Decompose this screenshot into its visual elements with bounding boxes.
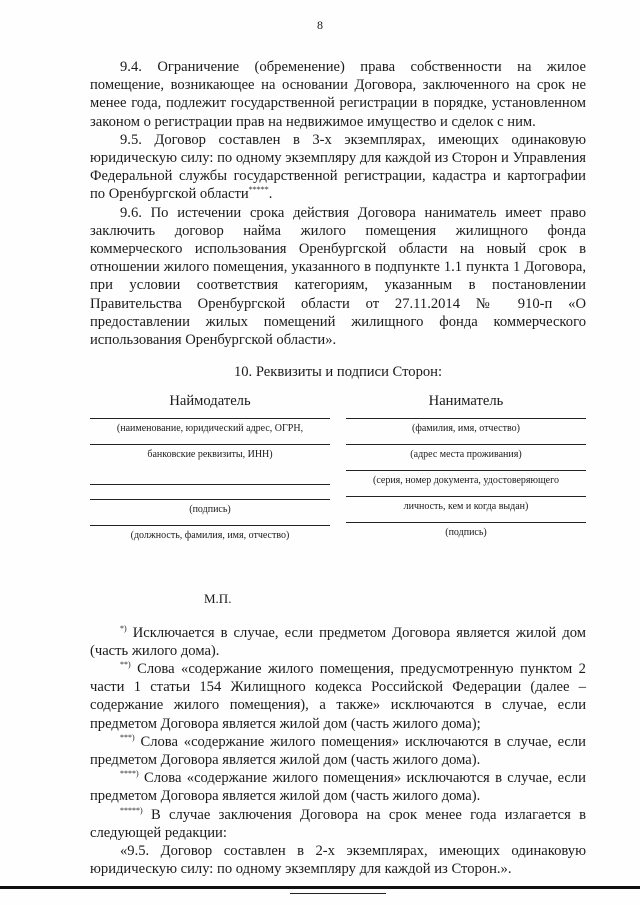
tenant-title: Наниматель bbox=[428, 393, 504, 410]
footnote-text: В случае заключения Договора на срок менее года излагается в следующей редакции: bbox=[90, 806, 586, 841]
field-caption: (должность, фамилия, имя, отчество) bbox=[130, 530, 290, 542]
footnote-mark: *****) bbox=[120, 805, 143, 815]
field-caption: личность, кем и когда выдан) bbox=[403, 501, 529, 513]
footnote bbox=[90, 624, 586, 660]
field-caption: (подпись) bbox=[445, 527, 487, 539]
separator-line bbox=[290, 893, 386, 894]
clause-text: По истечении срока действия Договора наниматель имеет право заключить договор найма жилого помещения жилищного фонда коммерческого использования Оренбургской области на новый срок в отношении жилого помещения, указанного в подпункте 1.1 пункта 1 Договора, при условии соответствия категориям, указанным в постановлении Правительства Оренбургской области от 27.11.2014 № 910-п «О предоставлении жилых помещений жилищного фонда коммерческого использования Оренбургской области». bbox=[90, 204, 586, 349]
footnote bbox=[90, 660, 586, 733]
footnote-text: «9.5. Договор составлен в 2-х экземплярах, имеющих одинаковую юридическую силу: по одному экземпляру для каждой из Сторон.». bbox=[90, 843, 586, 878]
tenant-column bbox=[346, 392, 586, 548]
field-caption: (серия, номер документа, удостоверяющего bbox=[373, 475, 559, 487]
section-title: 10. Реквизиты и подписи Сторон: bbox=[233, 364, 443, 381]
stamp-place: М.П. bbox=[204, 591, 232, 607]
clause-9-6 bbox=[90, 204, 586, 350]
footnote-quote bbox=[90, 842, 586, 878]
footnote bbox=[90, 733, 586, 769]
clause-tail: . bbox=[268, 186, 273, 203]
landlord-title: Наймодатель bbox=[169, 393, 251, 410]
footnote-mark: *) bbox=[120, 623, 127, 633]
footnote bbox=[90, 806, 586, 842]
clause-number: 9.4. bbox=[120, 59, 142, 75]
field-caption: (наименование, юридический адрес, ОГРН, bbox=[116, 423, 304, 435]
footnote-text: Слова «содержание жилого помещения, предусмотренную пунктом 2 части 1 статьи 154 Жилищного кодекса Российской Федерации (далее – содержание жилого помещения), а также» исключаются в случае, если предметом Договора является жилой дом (часть жилого дома); bbox=[90, 661, 586, 732]
footnotes bbox=[90, 624, 586, 894]
footnote-text: Исключается в случае, если предметом Договора является жилой дом (часть жилого дома). bbox=[90, 624, 586, 659]
footnote-text: Слова «содержание жилого помещения» исключаются в случае, если предметом Договора является жилой дом (часть жилого дома). bbox=[90, 770, 586, 805]
clause-text: Договор составлен в 3-х экземплярах, имеющих одинаковую юридическую силу: по одному экземпляру для каждой из Сторон и Управления Федеральной службы государственной регистрации, кадастра и картографии по Оренбургской области bbox=[90, 131, 586, 203]
field-caption: банковские реквизиты, ИНН) bbox=[147, 449, 273, 461]
clause-9-5 bbox=[90, 131, 586, 204]
clause-text: Ограничение (обременение) права собственности на жилое помещение, возникающее на основании Договора, заключенного на срок не менее года, подлежит государственной регистрации в порядке, установленном законом о регистрации прав на недвижимое имущество и сделок с ним. bbox=[90, 59, 586, 130]
footnote-mark: **) bbox=[120, 660, 131, 670]
footnote-text: Слова «содержание жилого помещения» исключаются в случае, если предметом Договора является жилой дом (часть жилого дома). bbox=[90, 733, 586, 769]
page-number: 8 bbox=[317, 18, 323, 32]
clause-number: 9.6. bbox=[120, 204, 142, 221]
document-body bbox=[90, 58, 586, 894]
footnote-mark: ****) bbox=[120, 769, 139, 779]
clause-number: 9.5. bbox=[120, 131, 142, 148]
clause-9-4 bbox=[90, 58, 586, 131]
field-caption: (адрес места проживания) bbox=[410, 449, 522, 461]
landlord-column bbox=[90, 392, 330, 551]
footnote-mark: ***) bbox=[120, 732, 135, 742]
field-caption: (фамилия, имя, отчество) bbox=[412, 423, 520, 435]
footnote-mark: ***** bbox=[248, 185, 269, 195]
page-bottom-rule bbox=[0, 886, 640, 889]
field-caption: (подпись) bbox=[189, 504, 231, 516]
footnote bbox=[90, 769, 586, 805]
signature-block bbox=[90, 392, 586, 582]
